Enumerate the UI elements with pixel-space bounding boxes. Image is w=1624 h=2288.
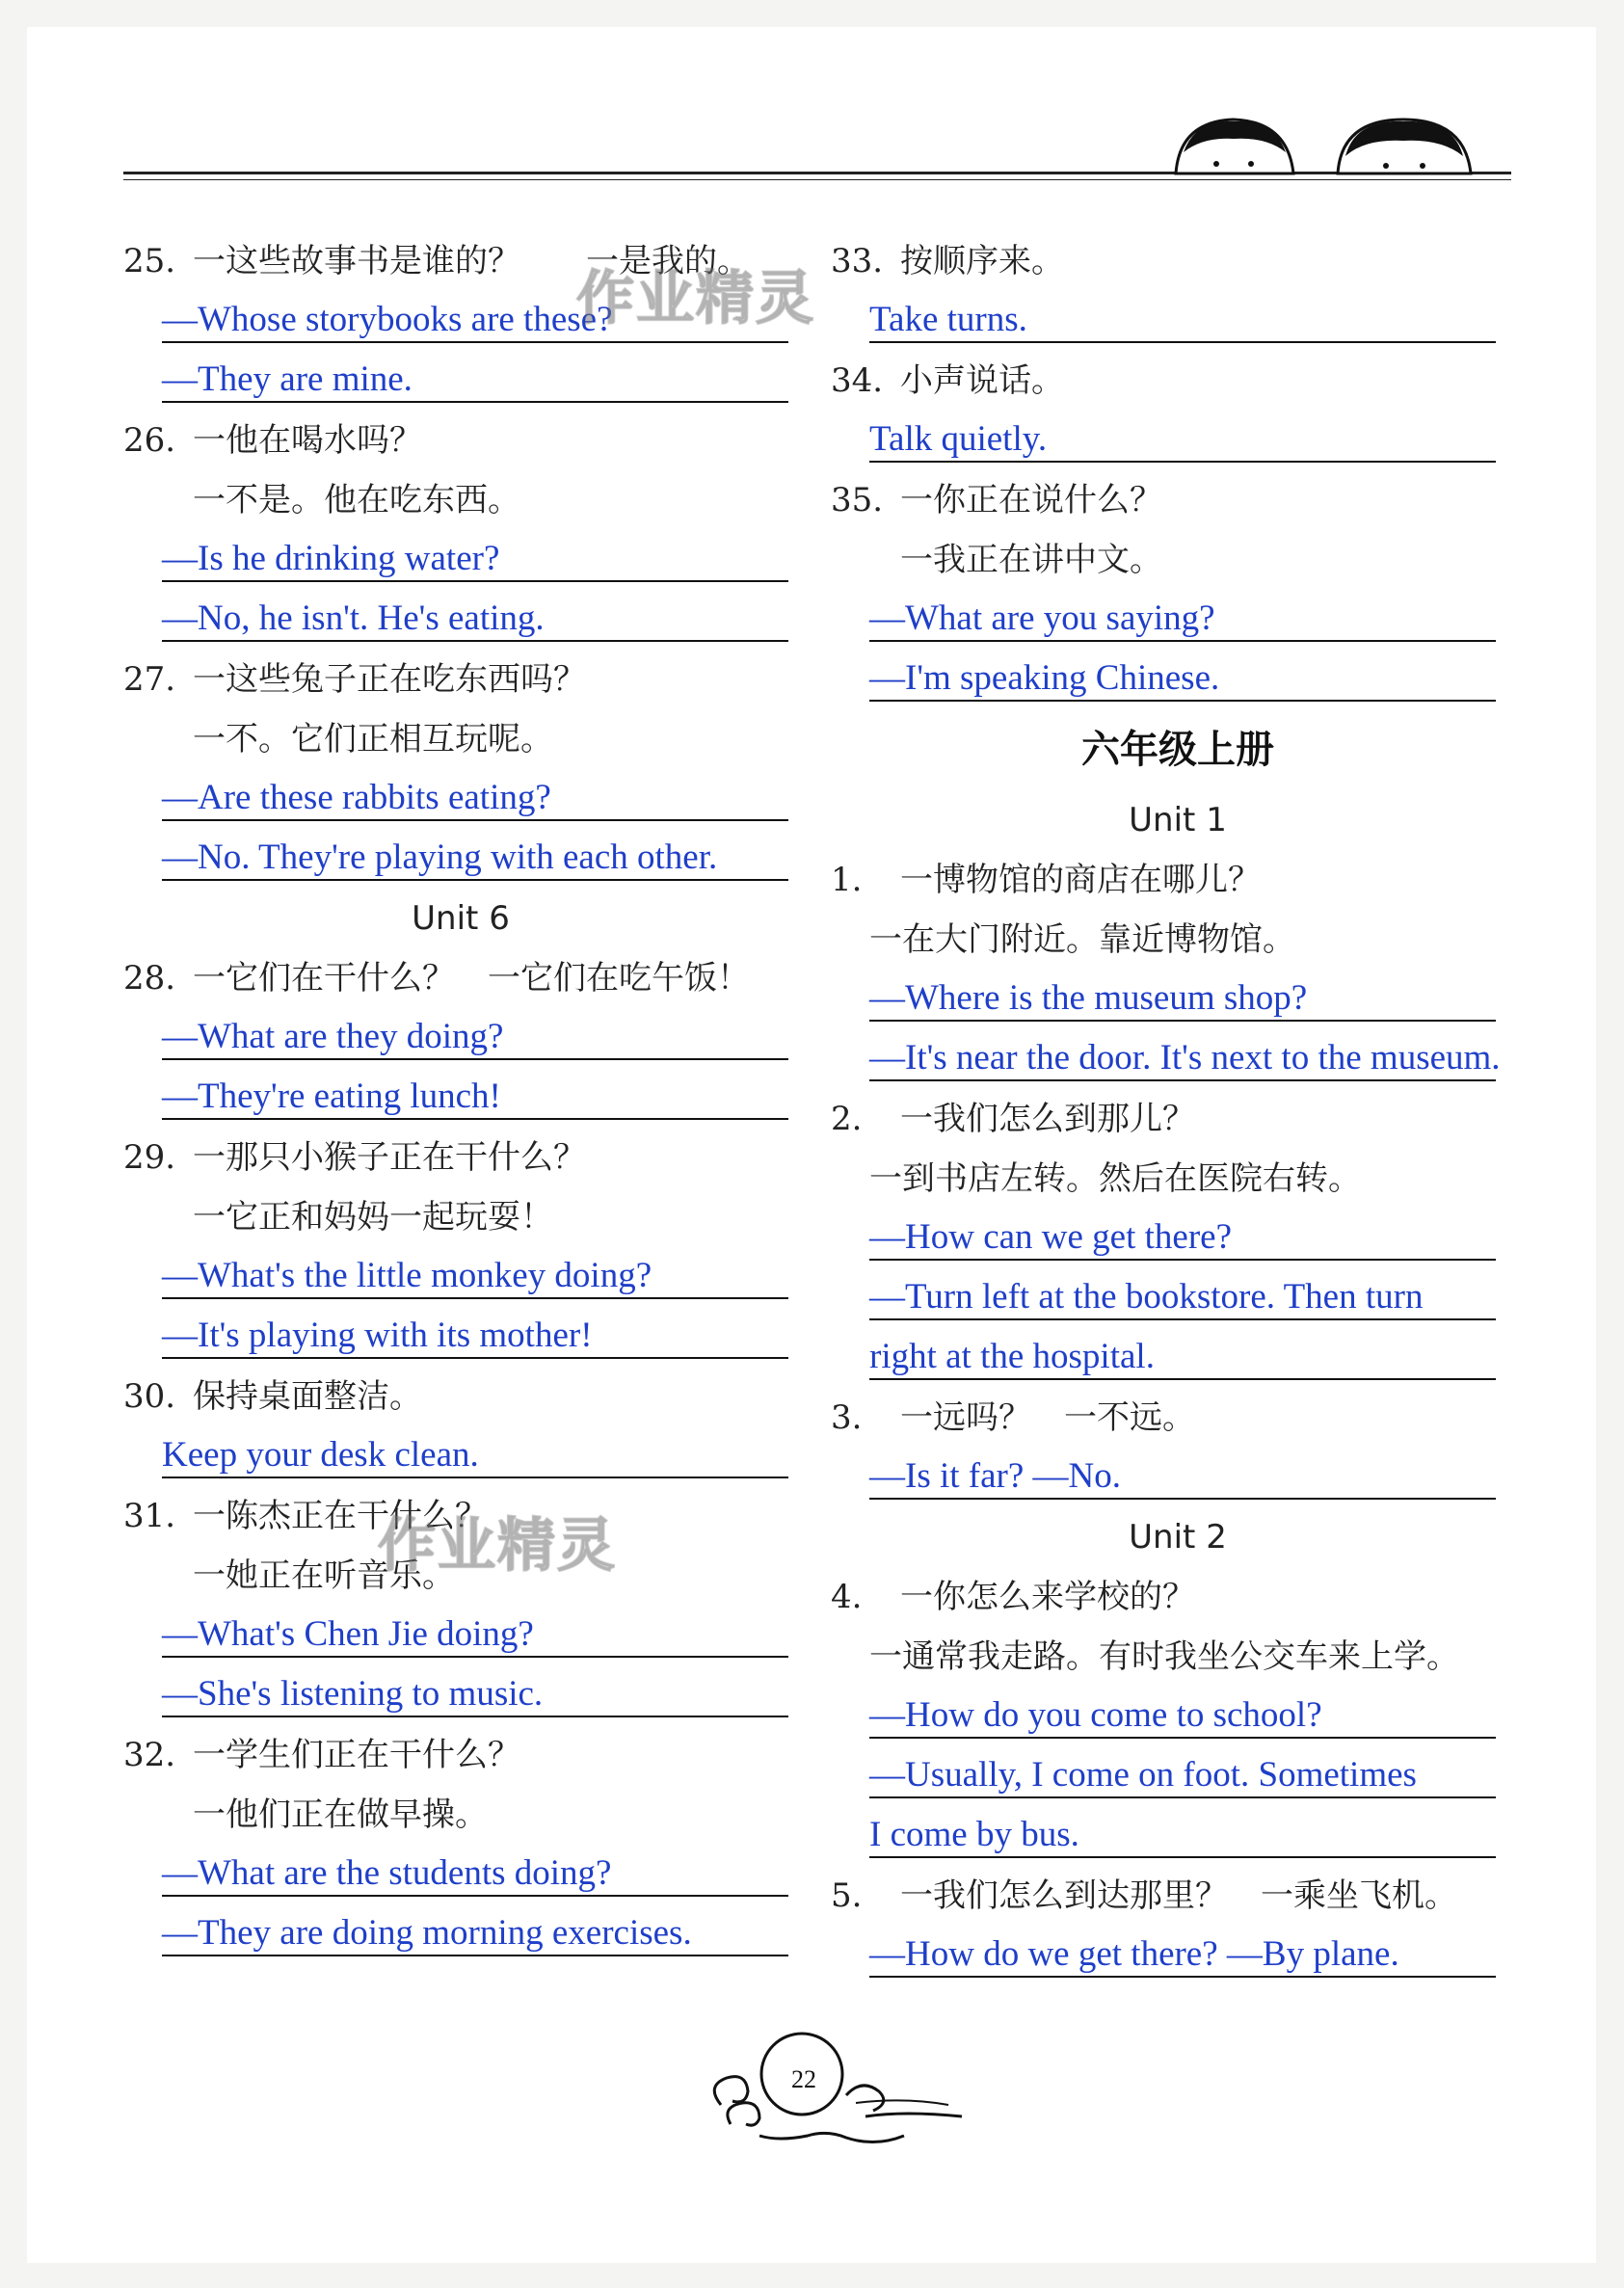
left-column: [123, 231, 798, 1964]
answer-line: —What's Chen Jie doing?: [162, 1606, 788, 1665]
question-number: 2.: [831, 1100, 863, 1138]
question-line: [831, 351, 1525, 411]
answer-line: —It's near the door. It's next to the museum.: [869, 1029, 1496, 1089]
question-text: 一你怎么来学校的？: [900, 1578, 1195, 1616]
grade-heading: 六年级上册: [1081, 728, 1274, 772]
answer-line: —How can we get there?: [869, 1209, 1496, 1268]
answer-line: —What are the students doing?: [162, 1845, 788, 1904]
question-line: [123, 411, 798, 470]
question-text: 小声说话。: [900, 361, 1064, 400]
unit-heading: Unit 6: [412, 899, 510, 938]
question-line: [123, 948, 798, 1008]
answer-line: —No, he isn't. He's eating.: [162, 590, 788, 650]
answer-line: —What are they doing?: [162, 1008, 788, 1068]
question-number: 27.: [123, 660, 176, 699]
answer-line: —They're eating lunch!: [162, 1068, 788, 1128]
question-text: 一她正在听音乐。: [193, 1556, 455, 1595]
question-text: 一你正在说什么？: [900, 481, 1162, 519]
question-line: [831, 530, 1525, 590]
unit-heading: Unit 1: [1129, 801, 1227, 839]
answer-line: Take turns.: [869, 291, 1496, 351]
question-line: [123, 470, 798, 530]
question-number: 34.: [831, 361, 884, 400]
answer-line: —I'm speaking Chinese.: [869, 650, 1496, 709]
question-line: [123, 709, 798, 769]
question-number: 26.: [123, 421, 176, 460]
answer-line: —Whose storybooks are these?: [162, 291, 788, 351]
watermark: 作业精灵: [576, 265, 815, 333]
answer-line: —How do we get there? —By plane.: [869, 1926, 1496, 1985]
question-text: 一不。它们正相互玩呢。: [193, 720, 553, 758]
question-line: [831, 1627, 1525, 1687]
question-text: 一到书店左转。然后在医院右转。: [869, 1159, 1361, 1198]
question-text: 一这些兔子正在吃东西吗？: [193, 660, 586, 699]
question-text: 一陈杰正在干什么？: [193, 1497, 488, 1535]
page-number: 22: [791, 2065, 816, 2093]
answer-line: —No. They're playing with each other.: [162, 829, 788, 889]
question-text: 一学生们正在干什么？: [193, 1736, 520, 1774]
answer-line: —She's listening to music.: [162, 1665, 788, 1725]
question-text: 一它们在干什么？ 一它们在吃午饭！: [193, 959, 750, 998]
answer-line: —How do you come to school?: [869, 1687, 1496, 1746]
header-rule-thin: [123, 179, 1511, 180]
answer-line: —They are doing morning exercises.: [162, 1904, 788, 1964]
answer-line: —Usually, I come on foot. Sometimes: [869, 1746, 1496, 1806]
unit-heading: Unit 2: [1129, 1518, 1227, 1556]
question-text: 一我们怎么到达那里？ 一乘坐飞机。: [900, 1876, 1457, 1915]
answer-line: —Turn left at the bookstore. Then turn: [869, 1268, 1496, 1328]
question-number: 35.: [831, 481, 884, 519]
answer-line: —What are you saying?: [869, 590, 1496, 650]
question-text: 一通常我走路。有时我坐公交车来上学。: [869, 1637, 1459, 1676]
answer-line: —It's playing with its mother!: [162, 1307, 788, 1367]
answer-line: —They are mine.: [162, 351, 788, 411]
question-text: 一这些故事书是谁的？ 一是我的。: [193, 242, 750, 280]
question-number: 33.: [831, 242, 884, 280]
question-number: 4.: [831, 1578, 863, 1616]
question-text: 一博物馆的商店在哪儿？: [900, 861, 1261, 899]
question-number: 5.: [831, 1876, 863, 1915]
question-text: 一它正和妈妈一起玩耍！: [193, 1198, 553, 1237]
question-text: 一他在喝水吗？: [193, 421, 422, 460]
answer-line: —Is he drinking water?: [162, 530, 788, 590]
question-number: 32.: [123, 1736, 176, 1774]
watermark: 作业精灵: [378, 1512, 617, 1580]
question-text: 按顺序来。: [900, 242, 1064, 280]
question-number: 31.: [123, 1497, 176, 1535]
question-line: [831, 470, 1525, 530]
answer-line: —Are these rabbits eating?: [162, 769, 788, 829]
question-number: 28.: [123, 959, 176, 998]
question-text: 一我正在讲中文。: [900, 541, 1162, 579]
answer-line: —What's the little monkey doing?: [162, 1247, 788, 1307]
question-line: [831, 1866, 1525, 1926]
question-text: 一在大门附近。靠近博物馆。: [869, 920, 1295, 959]
question-line: [123, 1367, 798, 1426]
question-line: [831, 231, 1525, 291]
question-line: [831, 1149, 1525, 1209]
question-line: [123, 1187, 798, 1247]
question-text: 一我们怎么到那儿？: [900, 1100, 1195, 1138]
question-text: 保持桌面整洁。: [193, 1377, 422, 1416]
question-line: [831, 1567, 1525, 1627]
question-line: [831, 1089, 1525, 1149]
question-number: 25.: [123, 242, 176, 280]
question-line: [123, 1128, 798, 1187]
question-line: [123, 1785, 798, 1845]
answer-line: —Is it far? —No.: [869, 1448, 1496, 1507]
question-number: 1.: [831, 861, 863, 899]
question-line: [123, 650, 798, 709]
question-text: 一他们正在做早操。: [193, 1796, 488, 1834]
question-line: [831, 1388, 1525, 1448]
question-text: 一那只小猴子正在干什么？: [193, 1138, 586, 1177]
answer-line: Keep your desk clean.: [162, 1426, 788, 1486]
right-column: [831, 231, 1525, 1985]
question-line: [123, 1725, 798, 1785]
question-text: 一不是。他在吃东西。: [193, 481, 520, 519]
question-number: 29.: [123, 1138, 176, 1177]
question-number: 3.: [831, 1398, 863, 1437]
answer-line: —Where is the museum shop?: [869, 970, 1496, 1029]
question-line: [831, 910, 1525, 970]
question-line: [831, 850, 1525, 910]
answer-line: Talk quietly.: [869, 411, 1496, 470]
question-text: 一远吗？ 一不远。: [900, 1398, 1195, 1437]
kids-peeking-illustration: [1166, 114, 1484, 177]
question-number: 30.: [123, 1377, 176, 1416]
answer-line: I come by bus.: [869, 1806, 1496, 1866]
answer-line: right at the hospital.: [869, 1328, 1496, 1388]
